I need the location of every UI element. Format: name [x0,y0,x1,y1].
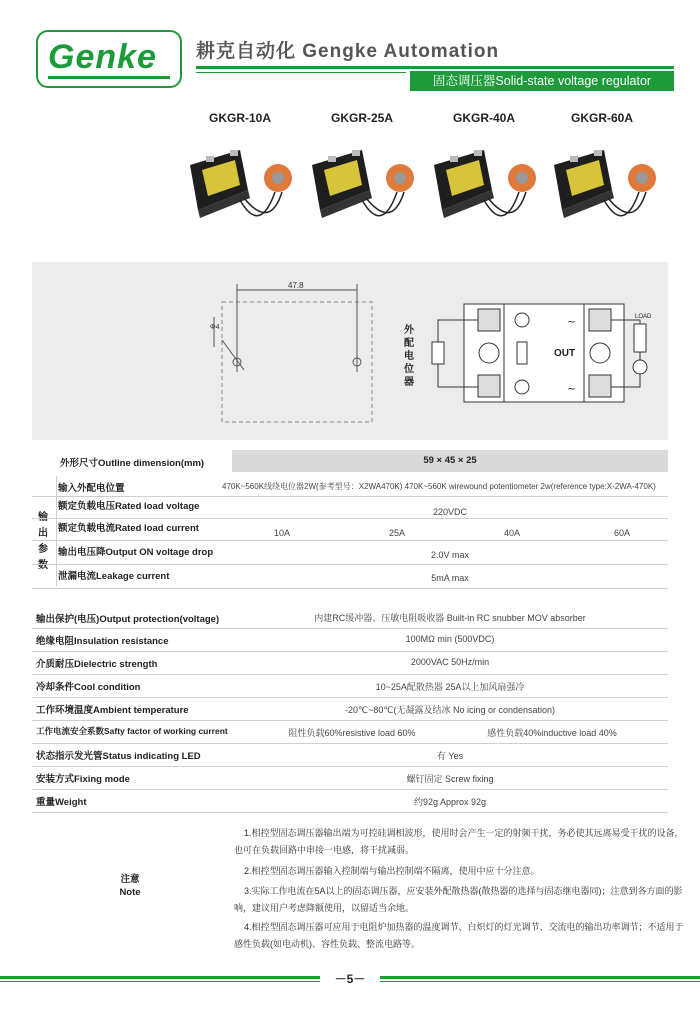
note-item-3: 3.实际工作电流在5A以上的固态调压器，应安装外配散热器(散热器的选择与固态继电器同)；注意到各方面的影 [244,886,683,896]
voltage-drop-label: 输出电压降Output ON voltage drop [58,547,214,558]
note-item-3-cont: 响，建议用户考虑降额使用，以留适当余地。 [234,903,415,913]
fixing-value: 螺钉固定 Screw fixing [406,774,494,784]
dielectric-value: 2000VAC 50Hz/min [410,657,490,667]
spec-row-safety-factor [32,720,668,744]
weight-label: 重量Weight [36,797,87,808]
product-subtitle: 固态调压器Solid-state voltage regulator [410,71,674,91]
note-item-4: 4.相控型固态调压器可应用于电阻炉加热器的温度调节、白炽灯的灯光调节、交流电的输出功率调节；不适用于 [244,922,684,932]
rated-current-label: 额定负载电流Rated load current [58,523,199,534]
load-label: LOAD [635,314,652,320]
fixing-label: 安装方式Fixing mode [36,774,130,785]
page-number: －5－ [320,970,380,988]
out-label: OUT [554,348,576,359]
outline-dimension-label: 外形尺寸Outline dimension(mm) [60,458,205,469]
input-pot-label: 输入外配电位置 [58,483,125,494]
model-label-25a: GKGR-25A [330,111,393,125]
spec-row-voltage-drop [32,540,668,565]
model-label-10a: GKGR-10A [208,111,271,125]
safety-factor-label: 工作电流安全系数Safty factor of working current [36,726,228,736]
spec-row-weight [32,789,668,813]
output-params-group-label: 输出参数 [38,512,48,571]
note-title-cn: 注意 [120,874,140,885]
leakage-value: 5mA max [431,573,469,583]
insulation-label: 绝缘电阻Insulation resistance [36,636,169,647]
external-pot-label: 外配电位器 [404,325,414,388]
rated-voltage-label: 额定负载电压Rated load voltage [58,501,200,512]
ambient-temp-label: 工作环境温度Ambient temperature [36,705,189,716]
spec-row-rated-current [32,518,668,541]
note-item-4-cont: 感性负载(如电动机)、容性负载、整流电路等。 [234,939,420,949]
rated-current-40a: 40A [503,528,520,538]
output-protection-value: 内建RC缓冲器、压敏电阻吸收器 Built-in RC snubber MOV absorber [314,613,586,623]
insulation-value: 100MΩ min (500VDC) [405,634,495,644]
spec-row-led [32,743,668,767]
logo-underline [48,76,170,79]
led-label: 状态指示发光管Status indicating LED [36,751,201,762]
voltage-drop-value: 2.0V max [430,550,470,560]
safety-resistive-value: 阻性负载60%resistive load 60% [288,728,416,738]
note-title [100,873,160,899]
spec-row-ambient-temp [32,697,668,721]
rated-voltage-value: 220VDC [432,507,468,517]
spec-row-rated-voltage [32,496,668,519]
spec-row-cooling [32,674,668,698]
rated-current-60a: 60A [613,528,630,538]
company-name: 耕克自动化 Gengke Automation [196,41,500,62]
led-value: 有 Yes [436,751,464,761]
product-image-40a [424,140,554,240]
rated-current-25a: 25A [388,528,405,538]
spec-row-fixing [32,766,668,790]
note-item-2: 2.相控型固态调压器输入控制端与输出控制端不隔离，使用中应十分注意。 [244,866,540,876]
dimension-diagram-panel [32,262,668,440]
input-pot-value: 470K~560K线绕电位器2W(参考型号：X2WA470K) 470K~560K wirewound potentiometer 2w(reference type:X-2WA-470K) [222,482,656,491]
hole-diameter-label: Φ4 [210,324,220,331]
header-divider [196,66,674,69]
model-label-60a: GKGR-60A [570,111,633,125]
leakage-label: 泄漏电流Leakage current [58,571,170,582]
safety-inductive-value: 感性负载40%inductive load 40% [487,728,617,738]
dielectric-label: 介质耐压Dielectric strength [36,659,158,670]
model-label-40a: GKGR-40A [452,111,515,125]
ambient-temp-value: -20℃~80℃(无凝露及结冰 No icing or condensation) [344,705,556,715]
note-title-en: Note [119,887,141,898]
logo-text: Genke [48,38,157,76]
cooling-value: 10~25A配散热器 25A以上加风扇强冷 [375,682,525,692]
spec-row-output-protection [32,606,668,629]
note-item-1: 1.相控型固态调压器输出端为可控硅调相波形，使用时会产生一定的射频干扰，务必使其远离易受干扰的设备， [244,828,684,838]
weight-value: 约92g Approx 92g [413,797,487,807]
svg-text:~: ~ [567,382,577,395]
svg-text:~: ~ [567,315,577,328]
spec-row-insulation [32,628,668,652]
output-protection-label: 输出保护(电压)Output protection(voltage) [36,614,220,625]
outline-dimension-row [32,450,668,472]
spec-row-input-pot [32,476,668,497]
product-image-10a [180,140,310,240]
brand-logo [36,30,182,88]
cooling-label: 冷却条件Cool condition [36,682,141,693]
product-image-25a [302,140,432,240]
rated-current-10a: 10A [273,528,290,538]
spec-row-leakage [32,564,668,589]
product-image-60a [544,140,674,240]
outline-dimension-value: 59 × 45 × 25 [423,455,477,466]
dimension-width-label: 47.8 [288,281,304,290]
spec-row-dielectric [32,651,668,675]
header-divider-thin [196,72,406,73]
note-item-1-cont: 也可在负载回路中串接一电感，将干扰减弱。 [234,845,415,855]
